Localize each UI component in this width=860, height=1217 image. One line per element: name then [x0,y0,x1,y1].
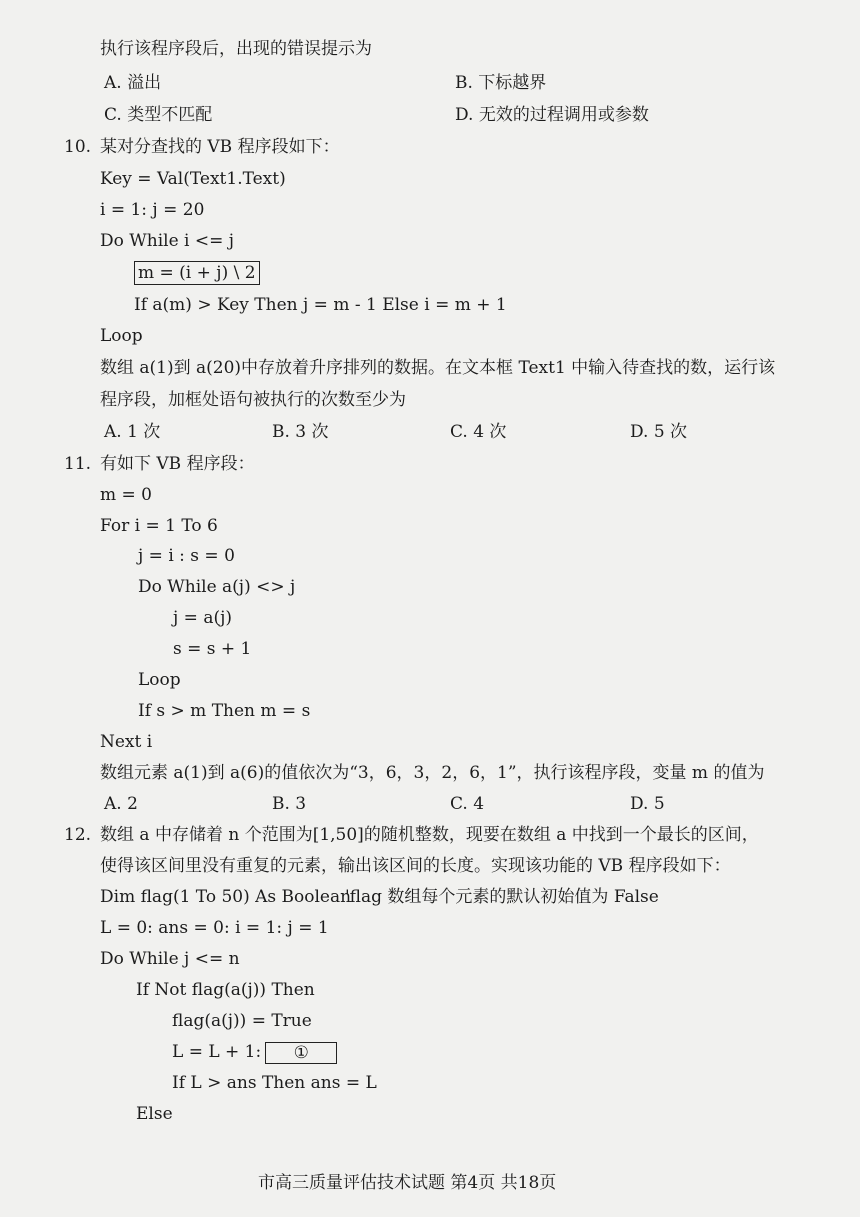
q10-option-b: B. 3 次 [272,422,329,442]
q11-number: 11. [64,454,92,474]
q9-stem: 执行该程序段后，出现的错误提示为 [100,39,372,59]
q12-code-line: If Not flag(a(j)) Then [136,980,315,1000]
q11-code-line: m = 0 [100,485,152,505]
q12-blank-line [172,1041,337,1064]
q10-code-line: Key = Val(Text1.Text) [100,169,286,189]
q9-option-c: C. 类型不匹配 [104,105,213,125]
q10-description: 数组 a(1)到 a(20)中存放着升序排列的数据。在文本框 Text1 中输入待查找的数，运行该 [100,358,776,378]
q12-code-line: Else [136,1104,173,1124]
q11-option-a: A. 2 [104,794,138,814]
q9-option-d: D. 无效的过程调用或参数 [455,105,649,125]
q12-code-line: Do While j <= n [100,949,240,969]
q11-code-line: Next i [100,732,153,752]
page-footer: 市高三质量评估技术试题 第4页 共18页 [258,1173,557,1193]
q11-code-line: Loop [138,670,181,690]
q10-code-line: Loop [100,326,143,346]
q11-code-line: For i = 1 To 6 [100,516,218,536]
q11-code-line: If s > m Then m = s [138,701,311,721]
q10-code-line: If a(m) > Key Then j = m - 1 Else i = m + 1 [134,295,507,315]
q10-code-line: i = 1: j = 20 [100,200,205,220]
q10-option-a: A. 1 次 [104,422,161,442]
q12-description: 数组 a 中存储着 n 个范围为[1,50]的随机整数，现要在数组 a 中找到一个最长的区间， [100,825,759,845]
q12-code-line: L = 0: ans = 0: i = 1: j = 1 [100,918,329,938]
q9-option-a: A. 溢出 [104,73,162,93]
q12-code-line: flag(a(j)) = True [172,1011,312,1031]
q12-code-line: If L > ans Then ans = L [172,1073,377,1093]
answer-blank-1: ① [265,1042,337,1064]
q11-code-line: s = s + 1 [173,639,252,659]
q12-number: 12. [64,825,92,845]
q10-boxed-statement [134,262,260,284]
q10-boxed-code: m = (i + j) \ 2 [134,261,260,285]
q12-code-line: Dim flag(1 To 50) As Boolean [100,887,352,907]
q11-code-line: Do While a(j) <> j [138,577,296,597]
q11-option-d: D. 5 [630,794,665,814]
q11-code-line: j = a(j) [173,608,232,628]
q9-option-b: B. 下标越界 [455,73,547,93]
q10-option-c: C. 4 次 [450,422,507,442]
q12-comment: 'flag 数组每个元素的默认初始值为 False [345,887,659,907]
q11-option-b: B. 3 [272,794,307,814]
q10-description: 程序段，加框处语句被执行的次数至少为 [100,390,406,410]
q10-number: 10. [64,137,92,157]
q11-code-line: j = i : s = 0 [138,546,235,566]
q11-description: 数组元素 a(1)到 a(6)的值依次为“3，6，3，2，6，1”，执行该程序段，变量 m 的值为 [100,763,765,783]
q10-code-line: Do While i <= j [100,231,235,251]
q12-description: 使得该区间里没有重复的元素，输出该区间的长度。实现该功能的 VB 程序段如下： [100,856,731,876]
q11-option-c: C. 4 [450,794,485,814]
q11-title: 有如下 VB 程序段： [100,454,255,474]
q10-option-d: D. 5 次 [630,422,688,442]
q10-title: 某对分查找的 VB 程序段如下： [100,137,340,157]
q12-code-line: L = L + 1: [172,1042,262,1062]
